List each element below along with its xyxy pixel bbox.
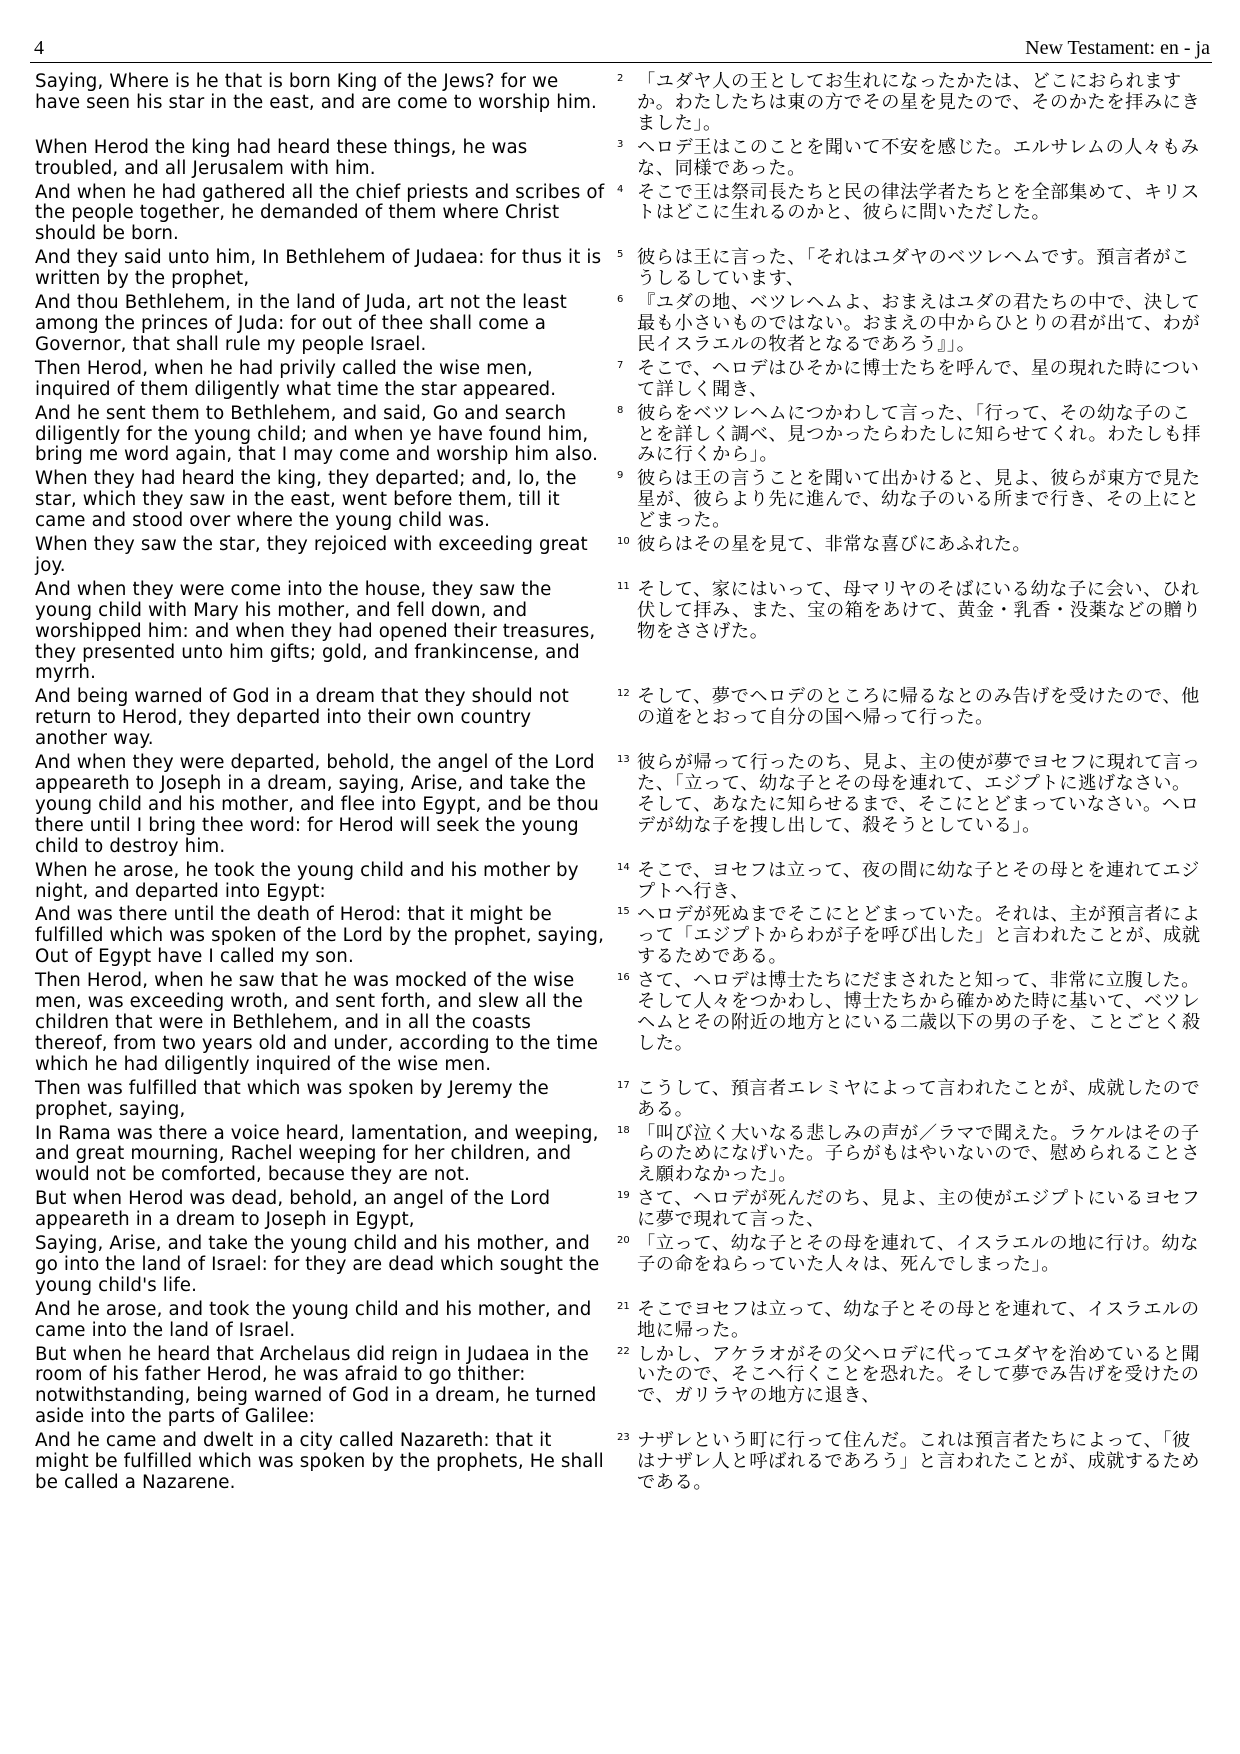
english-verse-text: But when Herod was dead, behold, an angel of the Lord appeareth in a dream to Joseph in Egypt,: [35, 1188, 551, 1231]
verse-row: [35, 580, 1210, 685]
verse-row: [35, 1345, 1210, 1429]
verse-number: 21: [617, 1300, 630, 1312]
japanese-verse-text: 『ユダの地、ベツレヘムよ、おまえはユダの君たちの中で、決して最も小さいものではない。おまえの中からひとりの君が出て、わが民イスラエルの牧者となるであろう』」。: [637, 292, 1201, 355]
verse-number: 15: [617, 906, 630, 918]
japanese-verse-text: そこで、ヘロデはひそかに博士たちを呼んで、星の現れた時について詳しく聞き、: [637, 357, 1200, 400]
japanese-verse-text: ナザレという町に行って住んだ。これは預言者たちによって、「彼はナザレ人と呼ばれるであろう」と言われたことが、成就するためである。: [637, 1430, 1201, 1493]
verse-number: 2: [617, 73, 624, 84]
english-verse-text: And was there until the death of Herod: that it might be fulfilled which was spoken of the Lord by the prophet, saying, Out of Egypt have I called my son.: [35, 904, 605, 968]
verse-row: [35, 535, 1210, 577]
verse-row: [35, 359, 1210, 401]
verse-row: [35, 1431, 1210, 1494]
verse-number: 4: [617, 183, 624, 195]
verse-number: 22: [617, 1345, 630, 1357]
english-verse-text: And he came and dwelt in a city called Nazareth: that it might be fulfilled which was spoken by the prophets, He shall be called a Nazarene.: [35, 1430, 604, 1493]
english-verse-text: And when he had gathered all the chief priests and scribes of the people together, he demanded of them where Christ should be born.: [35, 181, 605, 245]
verse-number: 9: [617, 470, 624, 482]
verse-row: [35, 753, 1210, 858]
english-verse-text: Then was fulfilled that which was spoken by Jeremy the prophet, saying,: [35, 1077, 549, 1120]
verse-number: 10: [617, 536, 630, 548]
page-header: [30, 32, 1212, 63]
verse-row: [35, 404, 1210, 467]
japanese-verse-text: そこで、ヨセフは立って、夜の間に幼な子とその母とを連れてエジプトへ行き、: [637, 859, 1200, 902]
japanese-verse-text: ヘロデが死ぬまでそこにとどまっていた。それは、主が預言者によって「エジプトからわが子を呼び出した」と言われたことが、成就するためである。: [637, 904, 1201, 968]
verse-list: [35, 72, 1210, 1497]
verse-row: [35, 138, 1210, 180]
japanese-verse-text: そして、家にはいって、母マリヤのそばにいる幼な子に会い、ひれ伏して拝み、また、宝の箱をあけて、黄金・乳香・没薬などの贈り物をささげた。: [637, 578, 1202, 642]
verse-number: 5: [617, 249, 624, 261]
verse-number: 6: [617, 294, 624, 306]
japanese-verse-text: 「叫び泣く大いなる悲しみの声が／ラマで聞えた。ラケルはその子らのためになげいた。子らがもはやいないので、慰められることさえ願わなかった」。: [637, 1122, 1201, 1186]
verse-number: 16: [617, 972, 630, 984]
verse-number: 7: [617, 359, 624, 371]
running-title: New Testament: en - ja: [1025, 37, 1210, 59]
english-verse-text: When he arose, he took the young child and his mother by night, and departed into Egypt:: [35, 859, 579, 902]
verse-row: [35, 687, 1210, 750]
japanese-verse-text: 「ユダヤ人の王としてお生れになったかたは、どこにおられますか。わたしたちは東の方でその星を見たので、そのかたを拝みにきました」。: [637, 71, 1201, 134]
verse-row: [35, 1234, 1210, 1297]
verse-row: [35, 971, 1210, 1076]
japanese-verse-text: ヘロデ王はこのことを聞いて不安を感じた。エルサレムの人々もみな、同様であった。: [637, 136, 1200, 179]
verse-row: [35, 905, 1210, 968]
japanese-verse-text: 彼らはその星を見て、非常な喜びにあふれた。: [637, 534, 1032, 556]
japanese-verse-text: こうして、預言者エレミヤによって言われたことが、成就したのである。: [637, 1077, 1201, 1120]
japanese-verse-text: 彼らが帰って行ったのち、見よ、主の使が夢でヨセフに現れて言った、「立って、幼な子とその母を連れて、エジプトに逃げなさい。そして、あなたに知らせるまで、そこにとどまっていなさい。ヘロデが幼な子を捜し出して、殺そうとしている」。: [637, 752, 1201, 836]
verse-number: 20: [617, 1235, 630, 1247]
japanese-verse-text: 彼らは王に言った、「それはユダヤのベツレヘムです。預言者がこうしるしています、: [637, 247, 1191, 290]
english-verse-text: And when they were come into the house, they saw the young child with Mary his mother, and fell down, and worshipped him: and when they had opened their treasures, they presented unto him gifts; gold, and frankincense, and myrrh.: [35, 578, 596, 684]
verse-row: [35, 469, 1210, 532]
english-verse-text: When they had heard the king, they departed; and, lo, the star, which they saw in the east, went before them, till it came and stood over where the young child was.: [35, 468, 577, 532]
english-verse-text: Saying, Where is he that is born King of the Jews? for we have seen his star in the east, and are come to worship him.: [35, 71, 597, 113]
english-verse-text: And when they were departed, behold, the angel of the Lord appeareth to Joseph in a dream, saying, Arise, and take the young child and his mother, and flee into Egypt, and be thou there until I bring thee word: for Herod will seek the young child to destroy him.: [35, 752, 599, 857]
english-verse-text: In Rama was there a voice heard, lamentation, and weeping, and great mourning, Rachel weeping for her children, and would not be comforted, because they are not.: [35, 1122, 599, 1186]
japanese-verse-text: そこでヨセフは立って、幼な子とその母とを連れて、イスラエルの地に帰った。: [637, 1298, 1200, 1341]
verse-row: [35, 1124, 1210, 1187]
verse-row: [35, 861, 1210, 903]
english-verse-text: And he arose, and took the young child and his mother, and came into the land of Israel.: [35, 1298, 592, 1341]
english-verse-text: When Herod the king had heard these things, he was troubled, and all Jerusalem with him.: [35, 136, 528, 179]
japanese-verse-text: さて、ヘロデが死んだのち、見よ、主の使がエジプトにいるヨセフに夢で現れて言った、: [637, 1188, 1201, 1231]
verse-number: 12: [617, 688, 630, 700]
english-verse-text: And being warned of God in a dream that they should not return to Herod, they departed into their own country another way.: [35, 686, 569, 750]
english-verse-text: And they said unto him, In Bethlehem of Judaea: for thus it is written by the prophet,: [35, 247, 602, 290]
verse-number: 11: [617, 580, 630, 592]
verse-number: 19: [617, 1190, 630, 1202]
verse-row: [35, 1300, 1210, 1342]
verse-number: 14: [617, 861, 630, 873]
english-verse-text: And thou Bethlehem, in the land of Juda, art not the least among the princes of Juda: for out of thee shall come a Governor, that shall rule my people Israel.: [35, 292, 567, 355]
verse-row: [35, 183, 1210, 246]
verse-row: [35, 248, 1210, 290]
verse-row: [35, 1189, 1210, 1231]
verse-number: 18: [617, 1124, 630, 1136]
verse-number: 13: [617, 754, 630, 766]
japanese-verse-text: 「立って、幼な子とその母を連れて、イスラエルの地に行け。幼な子の命をねらっていた人々は、死んでしまった」。: [637, 1233, 1199, 1275]
english-verse-text: But when he heard that Archelaus did reign in Judaea in the room of his father Herod, he was afraid to go thither: notwithstanding, being warned of God in a dream, he turned aside into the parts of Galilee:: [35, 1343, 597, 1428]
english-verse-text: Then Herod, when he saw that he was mocked of the wise men, was exceeding wroth, and sent forth, and slew all the children that were in Bethlehem, and in all the coasts thereof, from two years old and under, according to the time which he had diligently inquired of the wise men.: [35, 970, 599, 1075]
japanese-verse-text: そして、夢でヘロデのところに帰るなとのみ告げを受けたので、他の道をとおって自分の国へ帰って行った。: [637, 686, 1200, 729]
verse-row: [35, 1079, 1210, 1121]
english-verse-text: Then Herod, when he had privily called the wise men, inquired of them diligently what time the star appeared.: [35, 357, 557, 400]
japanese-verse-text: 彼らをベツレヘムにつかわして言った、「行って、その幼な子のことを詳しく調べ、見つかったらわたしに知らせてくれ。わたしも拝みに行くから」。: [637, 402, 1202, 466]
japanese-verse-text: しかし、アケラオがその父ヘロデに代ってユダヤを治めていると聞いたので、そこへ行くことを恐れた。そして夢でみ告げを受けたので、ガリラヤの地方に退き、: [637, 1343, 1201, 1407]
japanese-verse-text: 彼らは王の言うことを聞いて出かけると、見よ、彼らが東方で見た星が、彼らより先に進んで、幼な子のいる所まで行き、その上にとどまった。: [637, 468, 1201, 532]
verse-number: 23: [617, 1432, 630, 1444]
english-verse-text: When they saw the star, they rejoiced with exceeding great joy.: [35, 534, 588, 576]
verse-row: [35, 72, 1210, 135]
japanese-verse-text: そこで王は祭司長たちと民の律法学者たちとを全部集めて、キリストはどこに生れるのかと、彼らに問いただした。: [637, 181, 1200, 224]
verse-row: [35, 293, 1210, 356]
page-number: 4: [34, 37, 44, 59]
verse-number: 3: [617, 138, 624, 150]
english-verse-text: Saying, Arise, and take the young child and his mother, and go into the land of Israel: for they are dead which sought the young child's life.: [35, 1233, 600, 1296]
verse-number: 8: [617, 404, 624, 416]
verse-number: 17: [617, 1079, 630, 1091]
english-verse-text: And he sent them to Bethlehem, and said, Go and search diligently for the young child; and when ye have found him, bring me word again, that I may come and worship him also.: [35, 402, 599, 466]
japanese-verse-text: さて、ヘロデは博士たちにだまされたと知って、非常に立腹した。そして人々をつかわし、博士たちから確かめた時に基いて、ベツレヘムとその附近の地方とにいる二歳以下の男の子を、ことごとく殺した。: [637, 970, 1201, 1054]
